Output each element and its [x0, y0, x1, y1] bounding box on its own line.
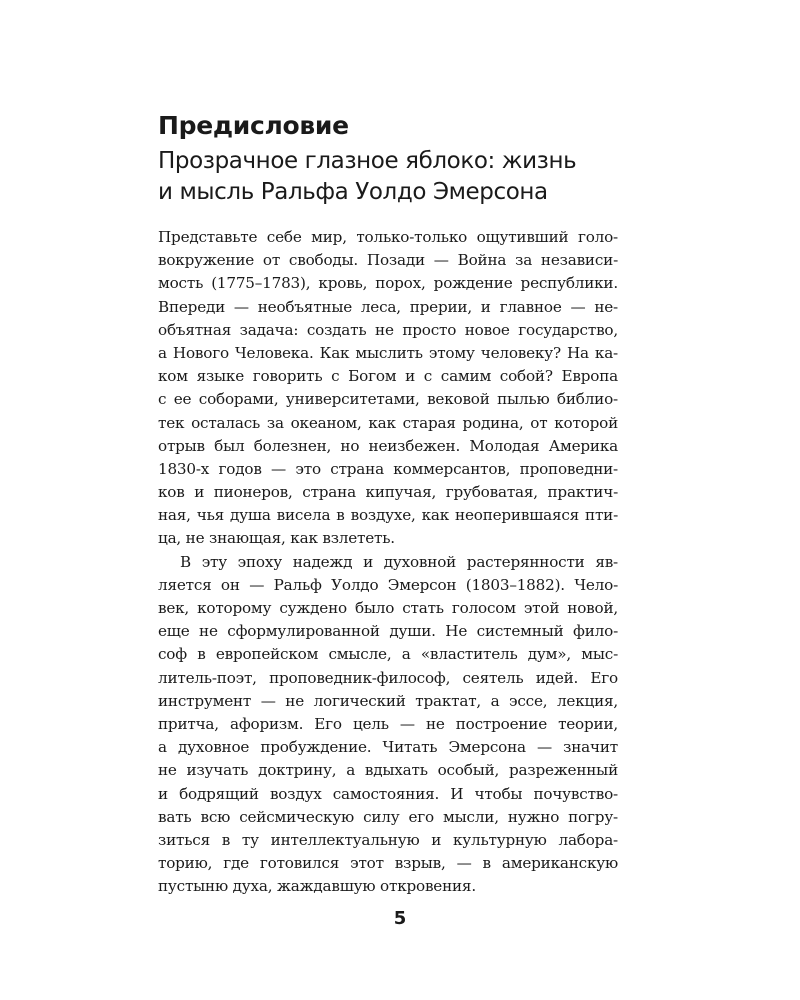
chapter-subtitle-line: и мысль Ральфа Уолдо Эмерсона	[158, 179, 548, 205]
text-line: вокружение от свободы. Позади — Война за независи-	[158, 251, 618, 270]
text-line: зиться в ту интеллектуальную и культурную лабора-	[158, 830, 618, 849]
text-line: тек осталась за океаном, как старая родина, от которой	[158, 413, 618, 432]
text-line: торию, где готовился этот взрыв, — в американскую	[158, 854, 618, 873]
text-line: и бодрящий воздух самостояния. И чтобы почувство-	[158, 784, 618, 803]
text-line: инструмент — не логический трактат, а эссе, лекция,	[158, 691, 618, 710]
chapter-subtitle-line: Прозрачное глазное яблоко: жизнь	[158, 148, 577, 174]
text-line: ков и пионеров, страна кипучая, грубоватая, практич-	[158, 483, 618, 502]
text-line: а Нового Человека. Как мыслить этому человеку? На ка-	[158, 343, 618, 362]
body-text	[158, 226, 618, 898]
chapter-subtitle	[158, 146, 638, 208]
text-line: отрыв был болезнен, но неизбежен. Молодая Америка	[158, 436, 618, 455]
page-number: 5	[393, 908, 407, 929]
text-line: еще не сформулированной души. Не системный фило-	[158, 622, 618, 641]
text-line: литель-поэт, проповедник-философ, сеятель идей. Его	[158, 668, 618, 687]
text-line: век, которому суждено было стать голосом этой новой,	[158, 599, 618, 617]
text-line: а духовное пробуждение. Читать Эмерсона — значит	[158, 738, 618, 757]
text-line: ца, не знающая, как взлететь.	[158, 529, 395, 548]
text-line: Представьте себе мир, только-только ощутивший голо-	[158, 228, 618, 246]
text-line: ная, чья душа висела в воздухе, как неоперившаяся пти-	[158, 506, 618, 525]
text-line: 1830-х годов — это страна коммерсантов, проповедни-	[158, 459, 618, 478]
text-line: не изучать доктрину, а вдыхать особый, разреженный	[158, 761, 618, 780]
text-line: ком языке говорить с Богом и с самим собой? Европа	[158, 367, 618, 386]
paragraph-1	[158, 226, 618, 551]
text-line: притча, афоризм. Его цель — не построение теории,	[158, 714, 618, 733]
text-line: Впереди — необъятные леса, прерии, и главное — не-	[158, 297, 618, 316]
chapter-heading	[158, 106, 638, 208]
text-line: В эту эпоху надежд и духовной растерянности яв-	[180, 552, 618, 571]
text-line: ляется он — Ральф Уолдо Эмерсон (1803–1882). Чело-	[158, 575, 618, 594]
text-line: пустыню духа, жаждавшую откровения.	[158, 877, 476, 896]
text-line: мость (1775–1783), кровь, порох, рождение республики.	[158, 274, 618, 293]
text-line: вать всю сейсмическую силу его мысли, нужно погру-	[158, 807, 618, 826]
chapter-title: Предисловие	[158, 111, 349, 140]
text-line: с ее соборами, университетами, вековой пылью библио-	[158, 390, 618, 409]
paragraph-2	[158, 551, 618, 899]
text-line: соф в европейском смысле, а «властитель дум», мыс-	[158, 645, 618, 664]
text-line: объятная задача: создать не просто новое государство,	[158, 320, 618, 339]
